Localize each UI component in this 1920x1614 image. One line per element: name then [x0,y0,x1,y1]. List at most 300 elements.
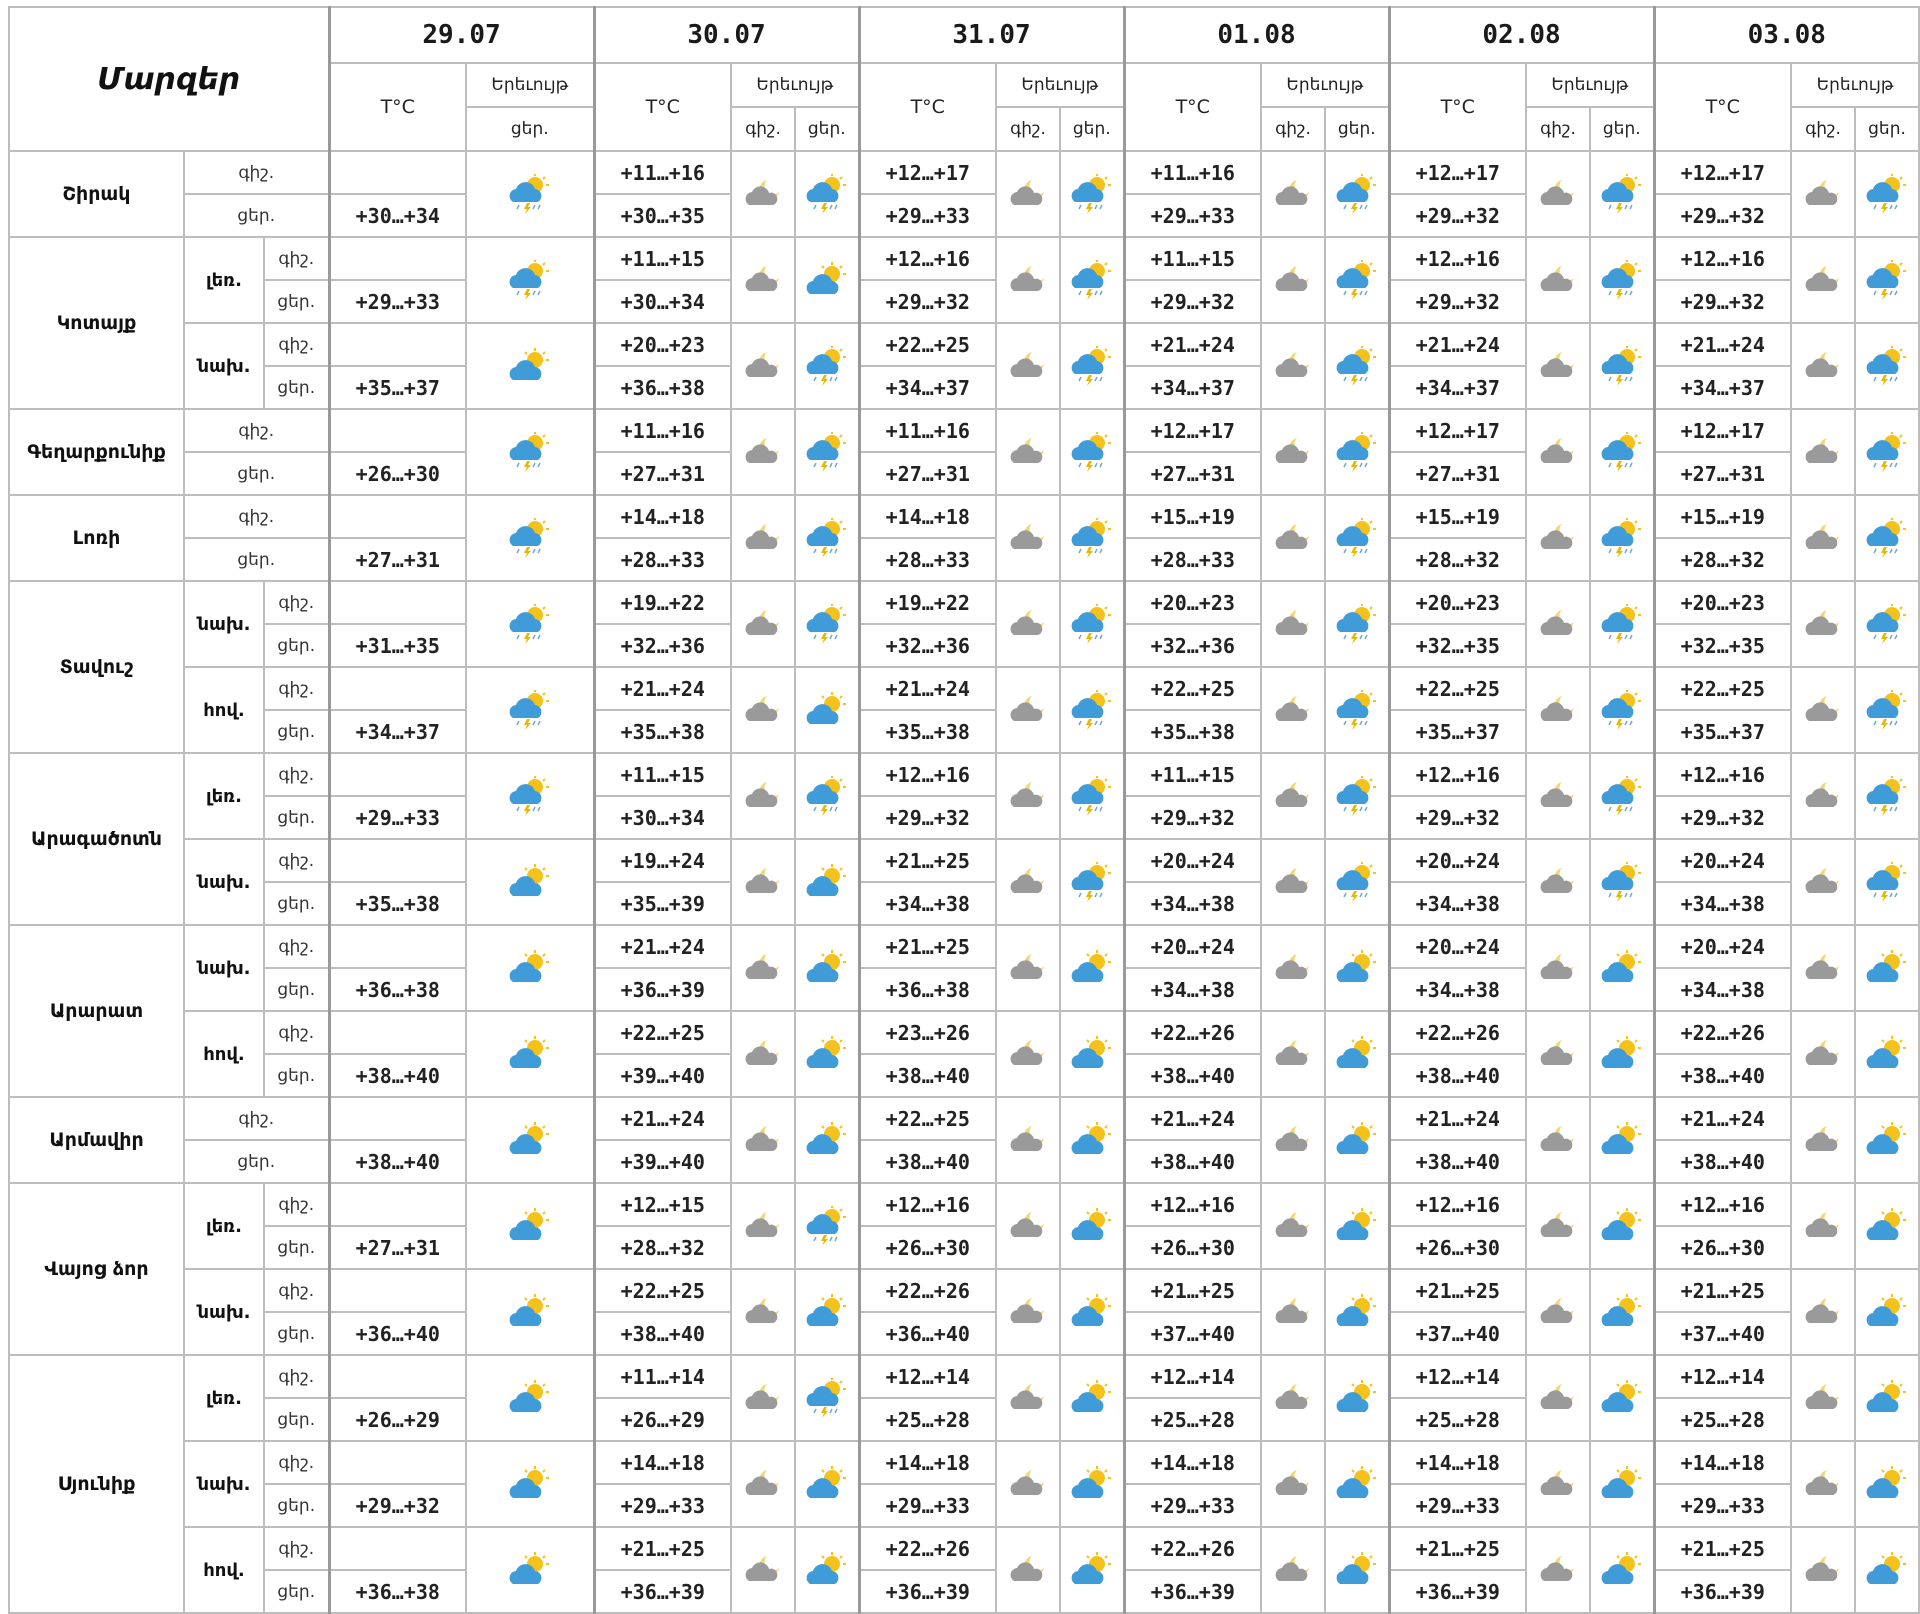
zone-label: հով. [184,1011,264,1097]
day-temp: +39…+40 [594,1140,731,1183]
sun-cloud-storm-icon [507,260,553,300]
day-weather-icon [1855,1527,1919,1613]
day-weather-icon [1060,667,1124,753]
night-temp: +20…+24 [1389,925,1526,968]
zone-label: լեռ. [184,237,264,323]
weather-icon [466,1355,594,1441]
day-label: ցեր. [264,280,329,323]
day-weather-icon [1590,495,1654,581]
sun-cloud-storm-icon [1334,690,1380,730]
day-temp: +37…+40 [1654,1312,1791,1355]
weather-icon [466,1011,594,1097]
night-temp [329,1441,466,1484]
table-row [9,581,1919,624]
regions-header: Մարզեր [9,7,329,151]
day-weather-icon [1060,1269,1124,1355]
night-temp: +22…+26 [1654,1011,1791,1054]
night-weather-icon [996,667,1060,753]
day-temp: +29…+32 [1124,796,1261,839]
night-weather-icon [731,1097,795,1183]
night-temp: +12…+17 [1654,409,1791,452]
night-weather-icon [1526,1355,1590,1441]
night-temp: +19…+22 [594,581,731,624]
night-weather-icon [1526,839,1590,925]
region-name: Շիրակ [9,151,184,237]
date-header: 03.08 [1654,7,1919,63]
night-weather-icon [1526,667,1590,753]
moon-cloud-icon [1536,1553,1580,1587]
night-temp: +12…+17 [859,151,996,194]
temp-col-header: T°C [329,63,466,151]
day-label: ցեր. [184,538,329,581]
night-temp: +22…+26 [859,1527,996,1570]
night-temp: +22…+25 [594,1011,731,1054]
moon-cloud-icon [1006,435,1050,469]
night-temp [329,581,466,624]
sun-cloud-icon [1864,1122,1910,1158]
night-subheader: գիշ. [1261,107,1325,151]
day-temp: +28…+33 [1124,538,1261,581]
moon-cloud-icon [741,951,785,985]
day-weather-icon [1590,237,1654,323]
night-weather-icon [731,1269,795,1355]
night-label: գիշ. [264,667,329,710]
night-temp [329,495,466,538]
night-temp: +12…+16 [859,1183,996,1226]
day-temp: +29…+33 [859,1484,996,1527]
sun-cloud-icon [1864,1552,1910,1588]
day-weather-icon [1060,581,1124,667]
moon-cloud-icon [741,177,785,211]
moon-cloud-icon [1271,263,1315,297]
sun-cloud-storm-icon [1334,776,1380,816]
night-weather-icon [1261,1097,1325,1183]
night-weather-icon [996,323,1060,409]
moon-cloud-icon [1006,1123,1050,1157]
day-weather-icon [795,839,859,925]
moon-cloud-icon [1271,1553,1315,1587]
region-name: Տավուշ [9,581,184,753]
day-label: ցեր. [264,710,329,753]
sun-cloud-icon [804,1036,850,1072]
table-row [9,495,1919,538]
night-temp: +11…+15 [1124,237,1261,280]
day-temp: +34…+38 [1124,968,1261,1011]
day-label: ցեր. [264,366,329,409]
night-temp: +12…+17 [1124,409,1261,452]
sun-cloud-storm-icon [804,1378,850,1418]
day-temp: +38…+40 [859,1054,996,1097]
day-weather-icon [1060,1011,1124,1097]
moon-cloud-icon [1271,177,1315,211]
day-weather-icon [795,1269,859,1355]
night-temp: +22…+25 [1389,667,1526,710]
sun-cloud-storm-icon [804,346,850,386]
day-label: ցեր. [264,796,329,839]
night-temp: +22…+25 [859,323,996,366]
table-row [9,1355,1919,1398]
weather-icon [466,409,594,495]
night-weather-icon [996,495,1060,581]
day-weather-icon [1325,1011,1389,1097]
day-temp: +38…+40 [594,1312,731,1355]
day-weather-icon [795,1183,859,1269]
table-row [9,839,1919,882]
day-temp: +36…+38 [329,968,466,1011]
night-temp: +21…+25 [1124,1269,1261,1312]
day-weather-icon [1325,667,1389,753]
day-temp: +38…+40 [1389,1140,1526,1183]
night-weather-icon [731,1011,795,1097]
sun-cloud-icon [804,1294,850,1330]
night-subheader: գիշ. [731,107,795,151]
sun-cloud-storm-icon [1599,518,1645,558]
day-temp: +28…+32 [1389,538,1526,581]
night-temp: +11…+16 [1124,151,1261,194]
day-weather-icon [1325,1441,1389,1527]
night-weather-icon [996,753,1060,839]
night-weather-icon [1791,237,1855,323]
day-weather-icon [1855,753,1919,839]
night-weather-icon [996,409,1060,495]
moon-cloud-icon [1006,779,1050,813]
region-name: Արագածոտն [9,753,184,925]
night-temp: +12…+17 [1389,151,1526,194]
zone-label: նախ. [184,1269,264,1355]
day-weather-icon [1590,667,1654,753]
weather-icon [466,753,594,839]
night-weather-icon [1791,1011,1855,1097]
day-temp: +29…+33 [1389,1484,1526,1527]
moon-cloud-icon [1536,693,1580,727]
sun-cloud-icon [1334,1208,1380,1244]
moon-cloud-icon [1006,1381,1050,1415]
day-temp: +29…+32 [1124,280,1261,323]
temp-col-header: T°C [1389,63,1526,151]
night-weather-icon [731,839,795,925]
day-label: ցեր. [264,882,329,925]
sun-cloud-storm-icon [1599,174,1645,214]
day-weather-icon [795,667,859,753]
moon-cloud-icon [1536,1123,1580,1157]
night-weather-icon [1261,1441,1325,1527]
moon-cloud-icon [1271,1295,1315,1329]
day-weather-icon [1060,237,1124,323]
moon-cloud-icon [1006,1037,1050,1071]
moon-cloud-icon [1006,349,1050,383]
night-temp: +12…+16 [1654,237,1791,280]
sun-cloud-storm-icon [1599,346,1645,386]
sun-cloud-storm-icon [804,518,850,558]
day-weather-icon [1325,1183,1389,1269]
phenomenon-header: Երեւույթ [731,63,859,107]
sun-cloud-icon [804,692,850,728]
day-temp: +29…+33 [329,280,466,323]
sun-cloud-storm-icon [1334,346,1380,386]
moon-cloud-icon [1006,177,1050,211]
day-temp: +34…+37 [1654,366,1791,409]
night-temp: +20…+24 [1654,839,1791,882]
day-weather-icon [1060,1441,1124,1527]
sun-cloud-storm-icon [1864,346,1910,386]
night-weather-icon [996,237,1060,323]
moon-cloud-icon [1271,1037,1315,1071]
sun-cloud-icon [1599,1208,1645,1244]
night-weather-icon [1791,1097,1855,1183]
day-temp: +26…+30 [1389,1226,1526,1269]
date-header: 30.07 [594,7,859,63]
region-name: Լոռի [9,495,184,581]
day-temp: +36…+38 [329,1570,466,1613]
moon-cloud-icon [1006,263,1050,297]
day-weather-icon [1325,753,1389,839]
day-temp: +27…+31 [859,452,996,495]
day-temp: +26…+29 [329,1398,466,1441]
night-label: գիշ. [264,1441,329,1484]
night-temp [329,1355,466,1398]
night-label: գիշ. [264,1527,329,1570]
day-temp: +29…+33 [859,194,996,237]
day-weather-icon [1060,1527,1124,1613]
night-weather-icon [1791,1441,1855,1527]
moon-cloud-icon [1271,693,1315,727]
day-weather-icon [1590,925,1654,1011]
sun-cloud-icon [1334,1380,1380,1416]
day-weather-icon [795,237,859,323]
table-body [9,151,1919,1613]
phenomenon-header: Երեւույթ [996,63,1124,107]
day-weather-icon [1855,1097,1919,1183]
night-temp: +21…+25 [859,925,996,968]
day-weather-icon [1060,925,1124,1011]
sun-cloud-storm-icon [1069,260,1115,300]
day-weather-icon [1325,925,1389,1011]
day-weather-icon [1325,1355,1389,1441]
zone-label: նախ. [184,839,264,925]
day-weather-icon [1325,1527,1389,1613]
sun-cloud-storm-icon [507,776,553,816]
moon-cloud-icon [1801,1295,1845,1329]
table-row [9,1097,1919,1140]
sun-cloud-icon [804,1122,850,1158]
day-temp: +29…+32 [1389,280,1526,323]
forecast-table [8,6,1920,1614]
day-temp: +29…+33 [1124,1484,1261,1527]
moon-cloud-icon [741,779,785,813]
day-temp: +25…+28 [1654,1398,1791,1441]
day-temp: +26…+30 [329,452,466,495]
day-temp: +38…+40 [859,1140,996,1183]
night-temp: +21…+25 [1389,1269,1526,1312]
weather-icon [466,1097,594,1183]
night-temp: +20…+23 [1654,581,1791,624]
moon-cloud-icon [1536,349,1580,383]
night-weather-icon [996,839,1060,925]
day-temp: +34…+38 [1124,882,1261,925]
night-label: գիշ. [184,151,329,194]
night-temp: +15…+19 [1124,495,1261,538]
sun-cloud-storm-icon [1069,346,1115,386]
day-weather-icon [1325,495,1389,581]
sun-cloud-storm-icon [1864,690,1910,730]
day-label: ցեր. [264,1484,329,1527]
night-weather-icon [996,1269,1060,1355]
day-temp: +36…+39 [1389,1570,1526,1613]
day-temp: +32…+35 [1654,624,1791,667]
moon-cloud-icon [1536,865,1580,899]
moon-cloud-icon [1801,349,1845,383]
night-temp: +15…+19 [1389,495,1526,538]
sun-cloud-storm-icon [1599,862,1645,902]
night-label: գիշ. [264,1183,329,1226]
day-temp: +34…+38 [1654,968,1791,1011]
night-temp: +15…+19 [1654,495,1791,538]
day-weather-icon [795,925,859,1011]
moon-cloud-icon [1006,607,1050,641]
region-name: Արմավիր [9,1097,184,1183]
moon-cloud-icon [1006,693,1050,727]
day-temp: +27…+31 [329,1226,466,1269]
day-temp: +30…+34 [329,194,466,237]
table-row [9,753,1919,796]
region-name: Վայոց ձոր [9,1183,184,1355]
night-weather-icon [1261,1355,1325,1441]
day-temp: +38…+40 [1389,1054,1526,1097]
day-subheader: ցեր. [795,107,859,151]
temp-col-header: T°C [1654,63,1791,151]
night-weather-icon [1791,1269,1855,1355]
zone-label: հով. [184,1527,264,1613]
day-temp: +29…+33 [594,1484,731,1527]
night-weather-icon [1791,409,1855,495]
sun-cloud-icon [804,262,850,298]
moon-cloud-icon [1801,1209,1845,1243]
day-temp: +35…+38 [1124,710,1261,753]
night-weather-icon [1261,1011,1325,1097]
day-temp: +29…+32 [1654,280,1791,323]
night-weather-icon [731,925,795,1011]
sun-cloud-storm-icon [1334,518,1380,558]
night-weather-icon [1791,925,1855,1011]
night-temp: +22…+26 [1124,1527,1261,1570]
night-subheader: գիշ. [1791,107,1855,151]
night-temp: +22…+25 [1124,667,1261,710]
night-label: գիշ. [264,1011,329,1054]
night-temp: +21…+24 [1654,323,1791,366]
night-label: գիշ. [264,839,329,882]
sun-cloud-icon [1069,1294,1115,1330]
night-weather-icon [731,323,795,409]
night-temp: +22…+25 [859,1097,996,1140]
zone-label: լեռ. [184,753,264,839]
sun-cloud-storm-icon [1599,604,1645,644]
night-weather-icon [1791,581,1855,667]
night-weather-icon [1791,495,1855,581]
day-weather-icon [1590,409,1654,495]
night-weather-icon [996,1097,1060,1183]
sun-cloud-icon [1864,1208,1910,1244]
day-weather-icon [1855,1355,1919,1441]
night-temp [329,925,466,968]
day-temp: +29…+32 [1654,194,1791,237]
table-row [9,1269,1919,1312]
night-temp [329,667,466,710]
sun-cloud-icon [1599,1294,1645,1330]
day-weather-icon [795,495,859,581]
sun-cloud-icon [1864,950,1910,986]
day-label: ցեր. [264,968,329,1011]
sun-cloud-storm-icon [1069,432,1115,472]
moon-cloud-icon [741,521,785,555]
day-temp: +25…+28 [1389,1398,1526,1441]
night-label: գիշ. [264,753,329,796]
night-temp: +14…+18 [859,1441,996,1484]
sun-cloud-icon [1069,1380,1115,1416]
night-temp: +21…+24 [594,667,731,710]
table-header [9,7,1919,151]
day-temp: +34…+38 [859,882,996,925]
night-weather-icon [1526,1097,1590,1183]
day-weather-icon [1855,237,1919,323]
moon-cloud-icon [741,1295,785,1329]
day-label: ցեր. [264,1312,329,1355]
table-row [9,323,1919,366]
moon-cloud-icon [1801,1037,1845,1071]
day-temp: +29…+32 [1389,194,1526,237]
night-temp: +12…+16 [859,237,996,280]
day-temp: +38…+40 [1124,1140,1261,1183]
night-weather-icon [996,1183,1060,1269]
night-subheader: գիշ. [1526,107,1590,151]
night-weather-icon [1791,1355,1855,1441]
day-temp: +35…+37 [1389,710,1526,753]
day-temp: +32…+36 [1124,624,1261,667]
day-subheader: ցեր. [1590,107,1654,151]
day-temp: +36…+39 [1124,1570,1261,1613]
moon-cloud-icon [741,263,785,297]
day-weather-icon [1060,753,1124,839]
night-weather-icon [1526,495,1590,581]
temp-col-header: T°C [859,63,996,151]
night-temp: +11…+16 [594,409,731,452]
weather-icon [466,667,594,753]
sun-cloud-icon [1599,1036,1645,1072]
night-label: գիշ. [264,1355,329,1398]
sun-cloud-icon [1864,1380,1910,1416]
sun-cloud-storm-icon [1069,518,1115,558]
moon-cloud-icon [1271,607,1315,641]
day-temp: +27…+31 [594,452,731,495]
sun-cloud-storm-icon [1864,604,1910,644]
date-header: 29.07 [329,7,594,63]
night-temp [329,1269,466,1312]
sun-cloud-icon [1864,1294,1910,1330]
night-temp: +14…+18 [1654,1441,1791,1484]
day-weather-icon [1855,667,1919,753]
moon-cloud-icon [1536,435,1580,469]
sun-cloud-icon [507,1122,553,1158]
night-temp [329,151,466,194]
day-weather-icon [1590,1355,1654,1441]
sun-cloud-storm-icon [507,690,553,730]
moon-cloud-icon [1536,1381,1580,1415]
temp-col-header: T°C [594,63,731,151]
sun-cloud-icon [1334,950,1380,986]
sun-cloud-icon [1069,1122,1115,1158]
day-weather-icon [1060,495,1124,581]
region-name: Գեղարքունիք [9,409,184,495]
moon-cloud-icon [1006,521,1050,555]
